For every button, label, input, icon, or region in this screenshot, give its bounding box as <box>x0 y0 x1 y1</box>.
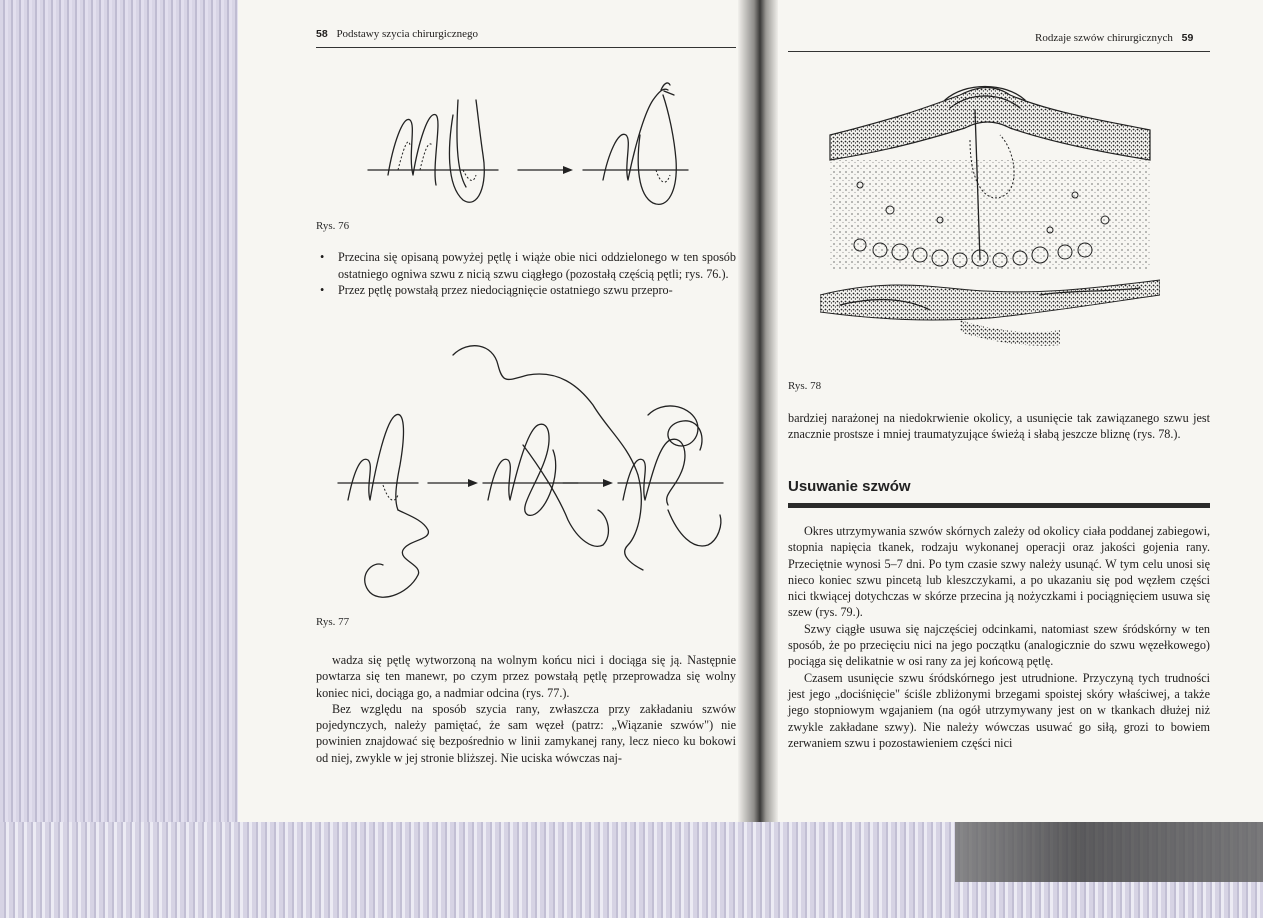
left-page <box>238 0 750 822</box>
right-paragraph-2: Szwy ciągłe usuwa się najczęściej odcinkami, natomiast szew śródskórny w ten sposób, że po przecięciu nici na jego początku (analogicznie do szwu węzełkowego) pociąga się delikatnie w osi rany za jej końcową pętlę. <box>788 621 1210 669</box>
left-body-text <box>316 652 736 766</box>
scan-bottom-shadow <box>955 822 1263 882</box>
bullet-item-2: • Przez pętlę powstałą przez niedociągnięcie ostatniego szwu przepro- <box>316 282 736 299</box>
right-running-head <box>1035 32 1193 44</box>
right-page <box>760 0 1263 822</box>
figure-76-suture-loop <box>358 75 698 215</box>
right-page-number: 59 <box>1181 32 1194 44</box>
right-paragraph-top: bardziej narażonej na niedokrwienie okolicy, a usunięcie tak zawiązanego szwu jest znacznie prostsze i mniej traumatyzujące świeżą i słabą jeszcze bliznę (rys. 78.). <box>788 411 1210 442</box>
right-paragraph-1: Okres utrzymywania szwów skórnych zależy od okolicy ciała poddanej zabiegowi, stopnia napięcia tkanek, rodzaju wykonanej operacji oraz jakości gojenia rany. Przeciętnie wynosi 5–7 dni. Po tym czasie szwy należy usunąć. W tym celu unosi się nieco koniec szwu pincetą lub kleszczykami, a po ukazaniu się pod węzłem części nici tkwiącej dotychczas w skórze przecina ją nożyczkami i pociągnięciem usuwa się szew (rys. 79.). <box>788 524 1210 620</box>
figure-77-caption: Rys. 77 <box>316 616 350 628</box>
left-running-title: Podstawy szycia chirurgicznego <box>336 28 478 40</box>
right-body-text <box>788 523 1210 751</box>
left-running-head <box>316 28 478 40</box>
figure-76-caption: Rys. 76 <box>316 220 350 232</box>
left-bullet-list <box>316 249 736 299</box>
left-page-number: 58 <box>316 28 328 40</box>
right-header-rule <box>788 51 1210 52</box>
figure-78-skin-cross-section <box>820 80 1160 360</box>
book-gutter-shadow <box>738 0 778 822</box>
left-paragraph-2: Bez względu na sposób szycia rany, zwłaszcza przy zakładaniu szwów pojedynczych, należy pamiętać, że sam węzeł (patrz: „Wiązanie szwów") nie powinien znajdować się bezpośrednio w linii zamykanej rany, lecz nieco ku bokowi od niej, zwykle w jej stronie bliższej. Nie uciska wówczas naj- <box>316 701 736 765</box>
figure-78-caption: Rys. 78 <box>788 380 822 392</box>
right-paragraph-3: Czasem usunięcie szwu śródskórnego jest utrudnione. Przyczyną tych trudności jest jego „dociśnięcie" ściśle zbliżonymi brzegami spoistej skóry właściwej, a także jego stopniowym wgajaniem (na ogół utrzymywany jest on w tkankach dłużej niż zwykle zakładane szwy). Nie należy wówczas usuwać go siłą, grozi to bowiem zerwaniem szwu i pozostawieniem części nici <box>788 670 1210 750</box>
section-heading-bar <box>788 503 1210 508</box>
section-heading: Usuwanie szwów <box>788 478 911 495</box>
left-paragraph-1: wadza się pętlę wytworzoną na wolnym końcu nici i dociąga się ją. Następnie powtarza się ten manewr, po czym przez powstałą pętlę przeprowadza się wolny koniec nici, dociąga go, a nadmiar odcina (rys. 77.). <box>316 653 736 700</box>
right-running-title: Rodzaje szwów chirurgicznych <box>1035 32 1173 44</box>
right-top-text <box>788 410 1210 443</box>
figure-77-suture-sequence <box>328 335 728 615</box>
bullet-item-1: • Przecina się opisaną powyżej pętlę i wiąże obie nici oddzielonego w ten sposób ostatniego ogniwa szwu z nicią szwu ciągłego (pozostałą częścią pętli; rys. 76.). <box>316 249 736 282</box>
left-header-rule <box>316 47 736 48</box>
